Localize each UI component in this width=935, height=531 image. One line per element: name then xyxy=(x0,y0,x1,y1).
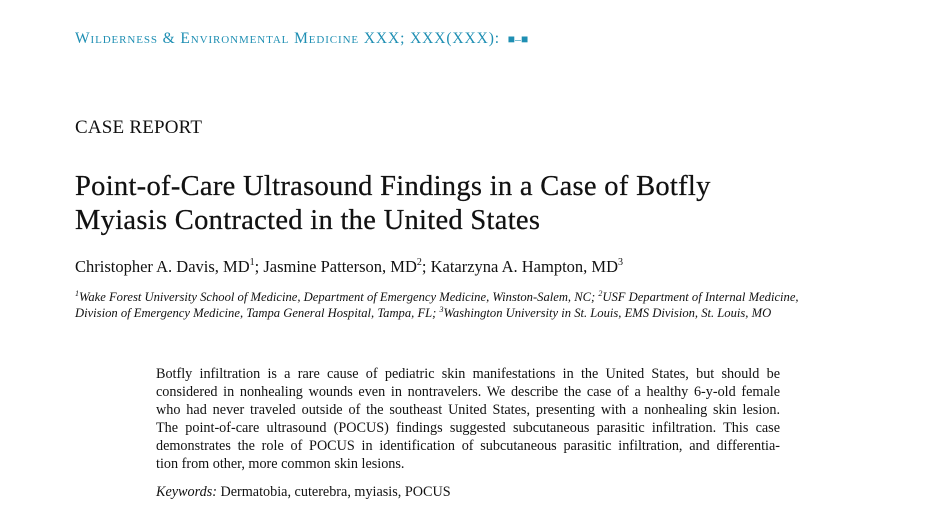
journal-citation: Wilderness & Environmental Medicine XXX; XXX(XXX): xyxy=(75,30,500,47)
page-range-marks: ■–■ xyxy=(507,32,529,46)
author-separator: ; xyxy=(421,257,431,276)
affiliation-marker: 2 xyxy=(598,289,603,298)
affiliation-text: Washington University in St. Louis, EMS Division, St. Louis, MO xyxy=(443,306,772,320)
affiliation-marker: 1 xyxy=(75,289,79,298)
author-affiliation-marker: 1 xyxy=(249,257,255,268)
abstract-line: Botfly infiltration is a rare cause of pediatric skin manifestations in the United States, but should be xyxy=(156,366,780,382)
author-list xyxy=(75,257,623,277)
article-title xyxy=(75,170,855,238)
author-affiliation-marker: 2 xyxy=(416,257,422,268)
abstract-line: who had never traveled outside of the southeast United States, presenting with a nonhealing skin lesion. xyxy=(156,402,780,418)
title-line-1: Point-of-Care Ultrasound Findings in a Case of Botfly xyxy=(75,171,711,202)
affiliation-text: Wake Forest University School of Medicine, Department of Emergency Medicine, Winston-Salem, NC; xyxy=(79,290,599,304)
affiliation-text: USF Department of Internal Medicine, xyxy=(602,290,799,304)
abstract-line: demonstrates the role of POCUS in identification of subcutaneous parasitic infiltration, and differentia- xyxy=(156,438,780,454)
abstract-line: tion from other, more common skin lesions. xyxy=(156,456,405,472)
author-name: Christopher A. Davis, MD xyxy=(75,257,250,276)
author-affiliation-marker: 3 xyxy=(618,257,624,268)
keywords xyxy=(156,484,451,501)
author-name: Katarzyna A. Hampton, MD xyxy=(430,257,619,276)
affiliation-marker: 3 xyxy=(439,305,444,314)
abstract-line: The point-of-care ultrasound (POCUS) findings suggested subcutaneous parasitic infiltration. This case xyxy=(156,420,780,436)
keywords-label: Keywords: xyxy=(156,484,217,500)
keywords-values: Dermatobia, cuterebra, myiasis, POCUS xyxy=(220,484,451,500)
journal-header xyxy=(75,30,528,48)
title-line-2: Myiasis Contracted in the United States xyxy=(75,205,541,236)
affiliation-text: Division of Emergency Medicine, Tampa General Hospital, Tampa, FL; xyxy=(75,306,440,320)
abstract-line: considered in nonhealing wounds even in nontravelers. We describe the case of a healthy 6-y-old female xyxy=(156,384,780,400)
author-name: Jasmine Patterson, MD xyxy=(263,257,417,276)
affiliations xyxy=(75,289,875,321)
abstract xyxy=(156,365,780,473)
author-separator: ; xyxy=(254,257,264,276)
article-type-label: CASE REPORT xyxy=(75,117,203,138)
